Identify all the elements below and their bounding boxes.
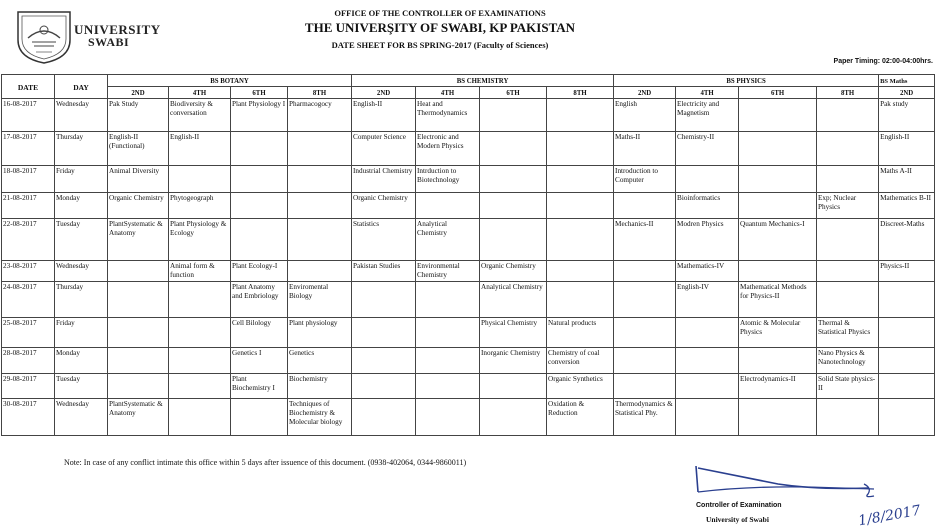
datesheet-subtitle: DATE SHEET FOR BS SPRING-2017 (Faculty of Sciences) [331, 40, 549, 50]
date-sheet-body [2, 99, 935, 436]
table-row [2, 282, 935, 318]
paper-timing: Paper Timing: 02:00-04:00hrs. [833, 58, 933, 65]
subject-cell [108, 374, 169, 399]
date-cell: 24-08-2017 [2, 282, 55, 318]
semester-header: 6TH [739, 87, 817, 99]
svg-text:1/8/2017: 1/8/2017 [857, 502, 922, 529]
subject-cell: Chemistry of coal conversion [547, 348, 614, 374]
subject-cell [739, 348, 817, 374]
subject-cell: Heat and Thermodynamics [416, 99, 480, 132]
subject-cell [231, 219, 288, 261]
subject-cell [288, 193, 352, 219]
subject-cell [547, 193, 614, 219]
subject-cell [879, 318, 935, 348]
subject-cell: Inorganic Chemistry [480, 348, 547, 374]
subject-cell [879, 348, 935, 374]
subject-cell [169, 282, 231, 318]
subject-cell: Techniques of Biochemistry & Molecular biology [288, 399, 352, 436]
subject-cell [480, 132, 547, 166]
semester-header: 8TH [817, 87, 879, 99]
subject-cell [231, 132, 288, 166]
subject-cell: Pak study [879, 99, 935, 132]
subject-cell: Industrial Chemistry [352, 166, 416, 193]
date-cell: 25-08-2017 [2, 318, 55, 348]
subject-cell: Plant Ecology-I [231, 261, 288, 282]
subject-cell: Environmental Chemistry [416, 261, 480, 282]
semester-header: 6TH [480, 87, 547, 99]
subject-cell: Computer Science [352, 132, 416, 166]
subject-cell: English [614, 99, 676, 132]
subject-cell [169, 399, 231, 436]
subject-cell: Enviromental Biology [288, 282, 352, 318]
signatory-university: University of Swabi [706, 515, 769, 524]
subject-cell: Discreet-Maths [879, 219, 935, 261]
subject-cell: Intrduction to Biotechnology [416, 166, 480, 193]
subject-cell: Atomic & Molecular Physics [739, 318, 817, 348]
table-row [2, 374, 935, 399]
date-cell: 22-08-2017 [2, 219, 55, 261]
signatory-title: Controller of Examination [696, 502, 782, 509]
date-cell: 30-08-2017 [2, 399, 55, 436]
subject-cell: Plant Biochemistry I [231, 374, 288, 399]
subject-cell [614, 282, 676, 318]
table-row [2, 132, 935, 166]
day-cell: Wednesday [55, 99, 108, 132]
subject-cell: Analytical Chemistry [416, 219, 480, 261]
subject-cell: Phytogeograph [169, 193, 231, 219]
subject-cell [676, 399, 739, 436]
subject-cell [352, 282, 416, 318]
subject-cell [739, 132, 817, 166]
subject-cell: Mathematics B-II [879, 193, 935, 219]
university-seal-icon [14, 8, 74, 64]
subject-cell [480, 219, 547, 261]
subject-cell: English-II (Functional) [108, 132, 169, 166]
date-cell: 23-08-2017 [2, 261, 55, 282]
subject-cell [288, 132, 352, 166]
subject-cell [547, 99, 614, 132]
subject-cell [416, 348, 480, 374]
subject-cell [817, 99, 879, 132]
subject-cell: Statistics [352, 219, 416, 261]
table-row [2, 348, 935, 374]
subject-cell: Pakistan Studies [352, 261, 416, 282]
subject-cell: Organic Synthetics [547, 374, 614, 399]
day-cell: Thursday [55, 132, 108, 166]
day-cell: Wednesday [55, 399, 108, 436]
subject-cell [879, 282, 935, 318]
subject-cell: Maths A-II [879, 166, 935, 193]
subject-cell [547, 166, 614, 193]
subject-cell: PlantSystematic & Anatomy [108, 399, 169, 436]
office-title: OFFICE OF THE CONTROLLER OF EXAMINATIONS [334, 8, 546, 18]
subject-cell [108, 348, 169, 374]
subject-cell: Plant Physiology & Ecology [169, 219, 231, 261]
subject-cell [817, 219, 879, 261]
date-column-header: DATE [2, 75, 55, 99]
subject-cell: Animal form & function [169, 261, 231, 282]
subject-cell: Nano Physics & Nanotechnology [817, 348, 879, 374]
subject-cell [231, 399, 288, 436]
subject-cell: Cell Bilology [231, 318, 288, 348]
subject-cell [739, 399, 817, 436]
subject-cell: English-IV [676, 282, 739, 318]
subject-cell: Biodiversity & conversation [169, 99, 231, 132]
subject-cell [480, 193, 547, 219]
date-cell: 21-08-2017 [2, 193, 55, 219]
subject-cell: Chemistry-II [676, 132, 739, 166]
subject-cell [547, 261, 614, 282]
semester-header: 6TH [231, 87, 288, 99]
subject-cell: PlantSystematic & Anatomy [108, 219, 169, 261]
date-cell: 17-08-2017 [2, 132, 55, 166]
subject-cell [739, 193, 817, 219]
subject-cell [169, 348, 231, 374]
conflict-note: Note: In case of any conflict intimate this office within 5 days after issuence of this document. (0938-402064, 0344-9860011) [64, 458, 467, 467]
subject-cell: Genetics I [231, 348, 288, 374]
subject-cell [879, 399, 935, 436]
subject-cell [614, 261, 676, 282]
table-row [2, 99, 935, 132]
subject-cell [169, 374, 231, 399]
subject-cell [480, 374, 547, 399]
subject-cell: Modren Physics [676, 219, 739, 261]
subject-cell [416, 374, 480, 399]
semester-header: 2ND [879, 87, 935, 99]
semester-header: 4TH [169, 87, 231, 99]
semester-header: 2ND [108, 87, 169, 99]
subject-cell: Plant Anatomy and Embriology [231, 282, 288, 318]
subject-cell [676, 374, 739, 399]
group-header-botany: BS BOTANY [108, 75, 352, 87]
table-row [2, 261, 935, 282]
subject-cell: Solid State physics-II [817, 374, 879, 399]
subject-cell [547, 219, 614, 261]
subject-cell: English-II [169, 132, 231, 166]
subject-cell [480, 166, 547, 193]
subject-cell: Mechanics-II [614, 219, 676, 261]
subject-cell [416, 399, 480, 436]
subject-cell [288, 261, 352, 282]
subject-cell: English-II [352, 99, 416, 132]
subject-cell: Introduction to Computer [614, 166, 676, 193]
subject-cell: Pharmacogocy [288, 99, 352, 132]
subject-cell: Physical Chemistry [480, 318, 547, 348]
subject-cell: Quantum Mechanics-I [739, 219, 817, 261]
group-header-chemistry: BS CHEMISTRY [352, 75, 614, 87]
semester-header: 8TH [547, 87, 614, 99]
subject-cell [614, 348, 676, 374]
subject-cell [817, 282, 879, 318]
subject-cell: Animal Diversity [108, 166, 169, 193]
date-sheet-table [1, 74, 935, 436]
table-row [2, 399, 935, 436]
subject-cell [480, 99, 547, 132]
day-cell: Tuesday [55, 219, 108, 261]
subject-cell [817, 261, 879, 282]
subject-cell [288, 166, 352, 193]
logo-swabi-text: SWABI [88, 35, 130, 49]
subject-cell [676, 318, 739, 348]
subject-cell [231, 166, 288, 193]
subject-cell: Electronic and Modern Physics [416, 132, 480, 166]
date-cell: 28-08-2017 [2, 348, 55, 374]
subject-cell: Genetics [288, 348, 352, 374]
subject-cell: Analytical Chemistry [480, 282, 547, 318]
subject-cell [352, 348, 416, 374]
university-logo [14, 8, 164, 64]
group-header-row [2, 75, 935, 87]
day-cell: Monday [55, 193, 108, 219]
subject-cell: Thermodynamics & Statistical Phy. [614, 399, 676, 436]
subject-cell: Electrodynamics-II [739, 374, 817, 399]
document-header [240, 8, 640, 50]
day-cell: Friday [55, 166, 108, 193]
subject-cell [352, 374, 416, 399]
logo-university-text: UNIVERSITY [74, 22, 161, 37]
subject-cell [817, 132, 879, 166]
group-header-maths: BS Maths [879, 75, 935, 87]
day-cell: Thursday [55, 282, 108, 318]
subject-cell: English-II [879, 132, 935, 166]
table-row [2, 166, 935, 193]
subject-cell [352, 399, 416, 436]
subject-cell [352, 318, 416, 348]
semester-header-row [2, 87, 935, 99]
semester-header: 8TH [288, 87, 352, 99]
day-cell: Monday [55, 348, 108, 374]
subject-cell: Maths-II [614, 132, 676, 166]
subject-cell [547, 282, 614, 318]
subject-cell [676, 348, 739, 374]
subject-cell [614, 318, 676, 348]
subject-cell: Electricity and Magnetism [676, 99, 739, 132]
subject-cell [547, 132, 614, 166]
semester-header: 4TH [676, 87, 739, 99]
table-row [2, 193, 935, 219]
subject-cell: Bioinformatics [676, 193, 739, 219]
subject-cell [480, 399, 547, 436]
day-cell: Wednesday [55, 261, 108, 282]
subject-cell: Biochemistry [288, 374, 352, 399]
subject-cell [879, 374, 935, 399]
subject-cell [416, 193, 480, 219]
day-column-header: DAY [55, 75, 108, 99]
subject-cell [169, 318, 231, 348]
subject-cell: Oxidation & Reduction [547, 399, 614, 436]
subject-cell [169, 166, 231, 193]
subject-cell [108, 318, 169, 348]
subject-cell: Natural products [547, 318, 614, 348]
table-row [2, 219, 935, 261]
date-cell: 18-08-2017 [2, 166, 55, 193]
subject-cell: Plant Physiology I [231, 99, 288, 132]
subject-cell [231, 193, 288, 219]
subject-cell [614, 193, 676, 219]
subject-cell: Organic Chemistry [352, 193, 416, 219]
table-row [2, 318, 935, 348]
subject-cell [739, 99, 817, 132]
subject-cell: Pak Study [108, 99, 169, 132]
subject-cell: Plant physiology [288, 318, 352, 348]
group-header-physics: BS PHYSICS [614, 75, 879, 87]
subject-cell [817, 399, 879, 436]
subject-cell: Mathematics-IV [676, 261, 739, 282]
subject-cell [108, 261, 169, 282]
subject-cell: Thermal & Statistical Physics [817, 318, 879, 348]
day-cell: Friday [55, 318, 108, 348]
semester-header: 2ND [614, 87, 676, 99]
semester-header: 4TH [416, 87, 480, 99]
subject-cell [676, 166, 739, 193]
subject-cell: Mathematical Methods for Physics-II [739, 282, 817, 318]
subject-cell [108, 282, 169, 318]
subject-cell [614, 374, 676, 399]
subject-cell [739, 166, 817, 193]
subject-cell [739, 261, 817, 282]
university-title: THE UNIVERŞITY OF SWABI, KP PAKISTAN [304, 20, 576, 35]
day-cell: Tuesday [55, 374, 108, 399]
subject-cell [288, 219, 352, 261]
subject-cell: Physics-II [879, 261, 935, 282]
subject-cell: Exp; Nuclear Physics [817, 193, 879, 219]
subject-cell [817, 166, 879, 193]
subject-cell [416, 318, 480, 348]
subject-cell: Organic Chemistry [108, 193, 169, 219]
semester-header: 2ND [352, 87, 416, 99]
subject-cell [416, 282, 480, 318]
date-cell: 29-08-2017 [2, 374, 55, 399]
subject-cell: Organic Chemistry [480, 261, 547, 282]
signature-block [688, 462, 928, 529]
date-cell: 16-08-2017 [2, 99, 55, 132]
